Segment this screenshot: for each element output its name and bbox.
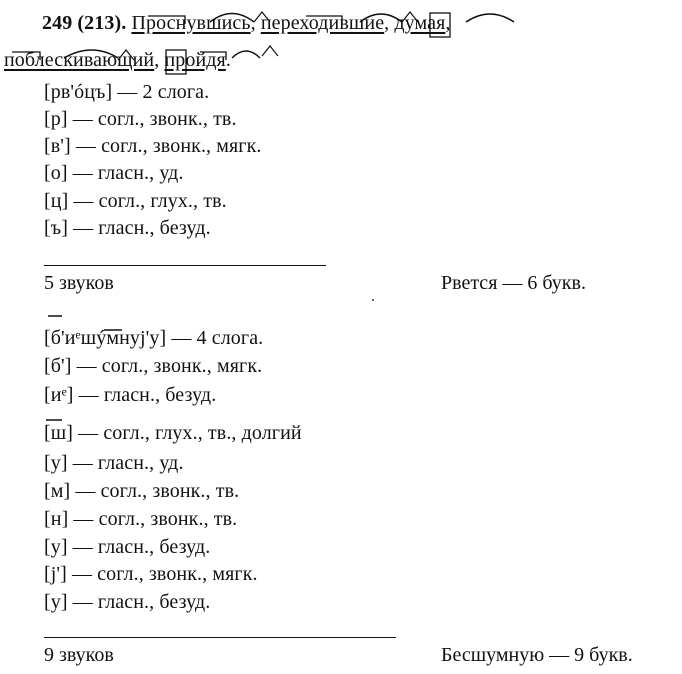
sound-line: [иᵉ] — гласн., безуд. — [44, 384, 217, 406]
suffix-mark — [254, 12, 270, 22]
sound-line: [j'] — согл., звонк., мягк. — [44, 563, 258, 585]
ending-box — [166, 50, 186, 74]
total-sounds: 9 звуков — [44, 644, 114, 666]
transcription-line: [б'иᵉшýмнуj'у] — 4 слога. — [44, 327, 264, 349]
suffix-mark — [118, 50, 134, 60]
ending-box — [430, 13, 450, 37]
word-proydya: пройдя — [164, 49, 226, 71]
word-pobleskivayushchiy: поблескивающий — [4, 49, 155, 71]
speck — [372, 299, 374, 301]
root-arc — [232, 51, 260, 58]
word-dumaya: думая — [394, 12, 446, 34]
sound-line: [о] — гласн., уд. — [44, 162, 184, 184]
sound-line: [ъ] — гласн., безуд. — [44, 217, 211, 239]
root-arc — [210, 14, 254, 23]
separator: , — [250, 12, 261, 34]
sound-line: [м] — согл., звонк., тв. — [44, 480, 240, 502]
separator: , — [384, 12, 395, 34]
sound-line: [р] — согл., звонк., тв. — [44, 108, 237, 130]
end-mark: . — [225, 49, 231, 71]
sound-line: [н] — согл., звонк., тв. — [44, 508, 238, 530]
separator: , — [445, 12, 451, 34]
summary-rule — [44, 265, 326, 266]
suffix-mark — [262, 46, 278, 56]
sound-line: [ш] — согл., глух., тв., долгий — [44, 422, 302, 444]
transcription-line: [рв'óцъ] — 2 слога. — [44, 81, 210, 103]
sound-line: [у] — гласн., безуд. — [44, 591, 211, 613]
word-perekhodivshie: переходившие — [260, 12, 385, 34]
prefix-mark — [148, 16, 185, 24]
separator: , — [154, 49, 165, 71]
sound-line: [в'] — согл., звонк., мягк. — [44, 135, 262, 157]
sound-line: [у] — гласн., безуд. — [44, 536, 211, 558]
total-sounds: 5 звуков — [44, 272, 114, 294]
prefix-mark — [12, 52, 40, 60]
root-arc — [64, 50, 118, 58]
sound-line: [ц] — согл., глух., тв. — [44, 190, 227, 212]
exercise-number: 249 (213). — [42, 12, 127, 34]
sound-line: [у] — гласн., уд. — [44, 452, 184, 474]
summary-rule — [44, 637, 396, 638]
word-prosnuvshis: Проснувшись — [131, 12, 251, 34]
total-letters: Рвется — 6 букв. — [441, 272, 586, 294]
sound-line: [б'] — согл., звонк., мягк. — [44, 355, 263, 377]
total-letters: Бесшумную — 9 букв. — [441, 644, 633, 666]
suffix-mark — [402, 12, 418, 22]
prefix-mark — [306, 16, 342, 24]
prefix-mark — [200, 52, 226, 60]
root-arc — [466, 14, 514, 22]
root-arc — [360, 14, 402, 22]
